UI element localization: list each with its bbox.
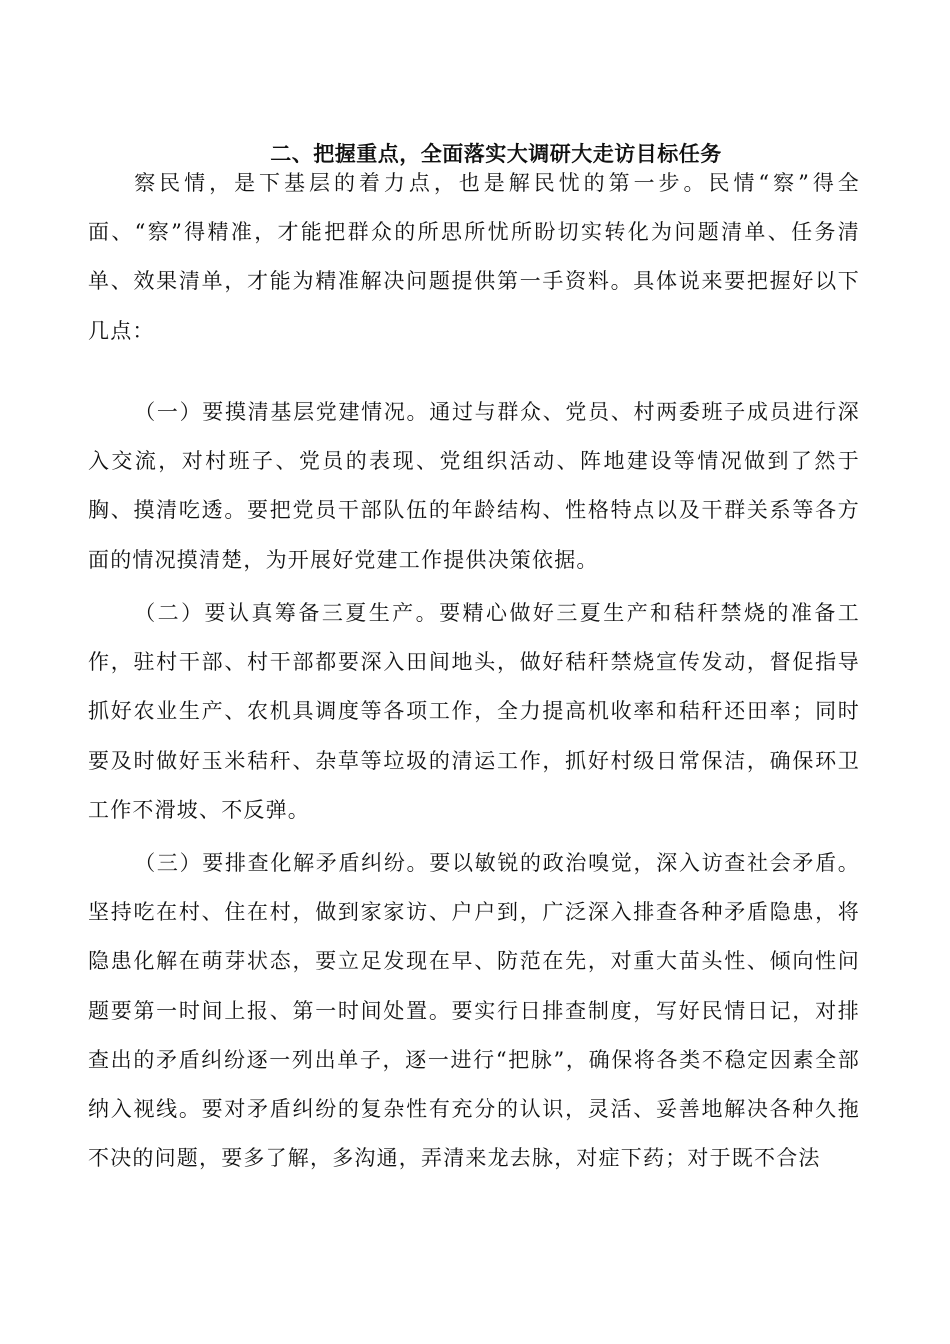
- paragraph-summer-production: （二）要认真筹备三夏生产。要精心做好三夏生产和秸秆禁烧的准备工作，驻村干部、村干部都要深入田间地头，做好秸秆禁烧宣传发动，督促指导抓好农业生产、农机具调度等各项工作，全力提高机收率和秸秆还田率；同时要及时做好玉米秸秆、杂草等垃圾的清运工作，抓好村级日常保洁，确保环卫工作不滑坡、不反弹。: [88, 601, 860, 822]
- paragraph-intro: 察民情，是下基层的着力点，也是解民忧的第一步。民情“察”得全面、“察”得精准，才能把群众的所思所忧所盼切实转化为问题清单、任务清单、效果清单，才能为精准解决问题提供第一手资料。具体说来要把握好以下几点：: [88, 171, 860, 343]
- section-heading: 二、把握重点，全面落实大调研大走访目标任务: [270, 141, 722, 166]
- paragraph-party-building: （一）要摸清基层党建情况。通过与群众、党员、村两委班子成员进行深入交流，对村班子、党员的表现、党组织活动、阵地建设等情况做到了然于胸、摸清吃透。要把党员干部队伍的年龄结构、性格特点以及干群关系等各方面的情况摸清楚，为开展好党建工作提供决策依据。: [88, 400, 860, 572]
- paragraph-dispute-resolution: （三）要排查化解矛盾纠纷。要以敏锐的政治嗅觉，深入访查社会矛盾。坚持吃在村、住在村，做到家家访、户户到，广泛深入排查各种矛盾隐患，将隐患化解在萌芽状态，要立足发现在早、防范在先，对重大苗头性、倾向性问题要第一时间上报、第一时间处置。要实行日排查制度，写好民情日记，对排查出的矛盾纠纷逐一列出单子，逐一进行“把脉”，确保将各类不稳定因素全部纳入视线。要对矛盾纠纷的复杂性有充分的认识，灵活、妥善地解决各种久拖不决的问题，要多了解，多沟通，弄清来龙去脉，对症下药；对于既不合法: [88, 851, 860, 1171]
